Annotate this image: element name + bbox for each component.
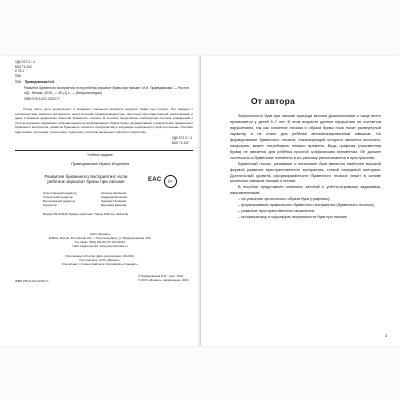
author-heading-row xyxy=(15,80,55,85)
printing-line: Отпечатано с готовых файлов в типографии «Стандарт». xyxy=(61,261,139,266)
printing-line: Изготовитель: ООО «Феникс». xyxy=(79,257,121,262)
paragraph: В пособии представлен комплекс занятий с учётно-игровыми заданиями, направленными: xyxy=(230,184,381,196)
credit-role: Ответственный редактор xyxy=(43,191,77,195)
imprint-page xyxy=(0,56,200,346)
udc-code-right: УДК 372.3 / .4 xyxy=(172,136,193,140)
list-item: – на усвоение зрительного образа букв (графемы); xyxy=(238,196,331,202)
publisher-phone: Тел./факс: (863) 261-89-75, 261-89-50. xyxy=(74,239,126,244)
age-rating-badge: 0+ xyxy=(164,175,177,188)
credit-name: Наталья Калинина xyxy=(101,191,127,195)
publisher-name: ООО «Феникс» xyxy=(89,232,111,236)
paragraph: Буквенный гнозис, узнавание и написание букв является наиболее высокой формой развития пространственного восприятия, тонкой пальцевой моторики. Достаточный уровень сформированности буквенного гнозиса лежит в основе школьных навыков письма и чтения. xyxy=(230,160,381,184)
printing-info xyxy=(0,255,200,267)
annotation-text: Очень часто дети дошкольного и младшего школьного возраста зеркалят буквы при письме. Это связано с особенностями развития восприятия, недостаточной сформированностью зрительно-пространственной ориентировки и даже стиханием движениям объектив буквенного гнозиса. В пособии представлен комплексная система упражнений с учётом игровыми заданиями, направленными на формирование образа буквы, формирование и закрепление правильного буквенного восприятия, развития буквенного гнозиса и профилактику и коррекции зеркальности букв при письме. Пособие адресовано логопедам, психологам, педагогам, учителям начальных классов и родителям. xyxy=(15,107,193,134)
udc-code: УДК 372.3 / .4 xyxy=(15,60,36,64)
copyright-line: © Праведникова И.И., текст, 2019 xyxy=(138,274,184,278)
publisher-address: 344011, Россия, Ростовская обл., г. Ростов-на-Дону, ул. Варфоломеева, 150. xyxy=(48,235,152,240)
printing-line: Изготовлено в России. Дата изготовления: 09.2019. xyxy=(65,254,135,258)
list-item: – развитие пространственного мышления; xyxy=(238,208,315,214)
divider xyxy=(15,150,193,151)
copyright-notices xyxy=(138,275,188,283)
right-library-codes xyxy=(172,136,192,145)
bbk-code-right: ББК 74.102 xyxy=(172,140,189,145)
credit-name: Эльвира Полякова xyxy=(101,199,127,203)
foreword-page xyxy=(201,56,400,346)
credit-role: Выпускающий редактор xyxy=(43,199,76,203)
author-code: К 75-1 xyxy=(15,69,25,74)
author-heading: Праведникова И.И. xyxy=(24,80,55,84)
isbn-top: ISBN 978-5-222-32227-7 xyxy=(24,97,60,101)
publisher-site: Сайт издательства: www.phoenixbooks.ru xyxy=(72,243,128,248)
list-item: – профилактику и коррекцию зеркальности букв при письме. xyxy=(238,214,348,220)
author-full-name: Праведникова Ирина Игоревна xyxy=(70,161,130,166)
credit-row xyxy=(43,203,127,207)
credits-list xyxy=(43,191,127,207)
credit-role: Корректор xyxy=(43,203,57,207)
list-item: – формирование правильного буквенного восприятия (буквенного гнозиса); xyxy=(238,202,375,208)
credit-name: Надежда Калинина xyxy=(101,195,127,199)
section-heading: От автора xyxy=(251,96,295,106)
library-codes xyxy=(15,60,35,78)
author-line-label: П68 xyxy=(15,80,21,84)
paragraph: Зеркальность букв при письме присуща многим дошкольникам и чаще всего проявляется у детей 5–7 лет. В этом возрасте данное нарушение не считается нарушением, так как освоение письма и образа буквы пока носит развернутый характер и не стало для ребёнка автоматизированным навыком. Но формирование буквенного гнозиса, локализующей которого является восточно-гмофорию, может потребовать немало времени. Ведь графема (письменная буква) не является для ребёнка простой графическим элементом. Он должен соотносить в буквенные элементы и по-разному располагаются в пространстве. xyxy=(230,113,381,160)
book-title: Развитие буквенного восприятия: если ребенок зеркалит буквы при письме xyxy=(44,174,128,185)
credit-role: Технический редактор xyxy=(43,195,73,199)
eac-mark: EAC xyxy=(148,177,162,183)
credit-name: Вероника Ежикова xyxy=(101,203,127,207)
publisher-info xyxy=(0,233,200,249)
foreword-body xyxy=(230,113,381,220)
bbk-code: ББК 74.102 xyxy=(15,64,32,69)
format-info: Формат 84×108/16. Бумага офсетная. Тираж 4000 экз. Заказ № xyxy=(43,212,128,216)
bibliographic-description: Развитие буквенного восприятия: если ребенок зеркалит буквы при письме / И.И. Праведникова. — Ростов н/Д : Феникс, 2019. — 39, [1] с. — (Невролгопедия). xyxy=(24,86,189,95)
page-number: 3 xyxy=(385,333,388,338)
copyright-line: © ООО «Феникс», оформление, 2019 xyxy=(138,277,189,282)
author-mark: П68 xyxy=(15,73,21,78)
edition-label: Учебное издание xyxy=(87,153,113,157)
isbn-footer: ISBN 978-5-222-32227-7 xyxy=(15,279,49,283)
